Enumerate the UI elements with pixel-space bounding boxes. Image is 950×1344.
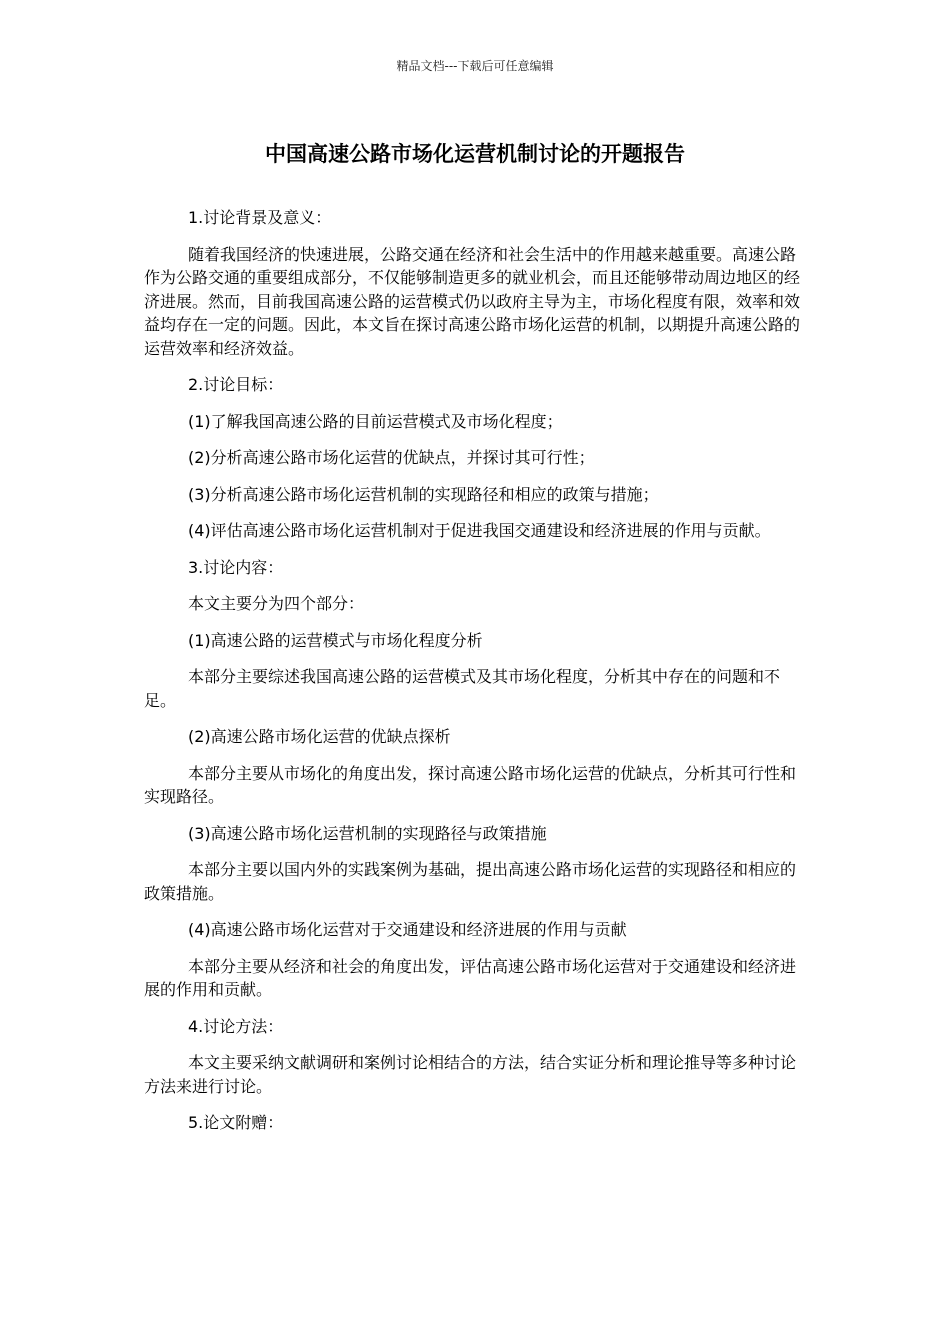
objective-item: (2)分析高速公路市场化运营的优缺点，并探讨其可行性；: [188, 448, 595, 467]
content-part-heading: (4)高速公路市场化运营对于交通建设和经济进展的作用与贡献: [188, 920, 627, 939]
section-heading-methods: 4.讨论方法：: [188, 1016, 284, 1036]
header-note: 精品文档---下载后可任意编辑: [396, 59, 554, 73]
objective-item: (1)了解我国高速公路的目前运营模式及市场化程度；: [188, 411, 563, 431]
content-part-description: 本部分主要从市场化的角度出发，探讨高速公路市场化运营的优缺点，分析其可行性和实现路径。: [144, 763, 797, 806]
content-part-heading: (3)高速公路市场化运营机制的实现路径与政策措施: [188, 823, 547, 843]
content-part-heading: (2)高速公路市场化运营的优缺点探析: [188, 727, 451, 746]
section-heading-content: 3.讨论内容：: [188, 557, 284, 577]
content-part-description: 本部分主要综述我国高速公路的运营模式及其市场化程度，分析其中存在的问题和不足。: [144, 667, 781, 710]
section-heading-appendix: 5.论文附赠：: [188, 1113, 284, 1132]
objective-item: (3)分析高速公路市场化运营机制的实现路径和相应的政策与措施；: [188, 484, 659, 504]
paragraph-methods: 本文主要采纳文献调研和案例讨论相结合的方法，结合实证分析和理论推导等多种讨论方法来进行讨论。: [144, 1053, 797, 1096]
content-part-description: 本部分主要从经济和社会的角度出发，评估高速公路市场化运营对于交通建设和经济进展的作用和贡献。: [144, 956, 797, 999]
content-part-heading: (1)高速公路的运营模式与市场化程度分析: [188, 630, 483, 650]
paragraph-content-intro: 本文主要分为四个部分：: [188, 594, 365, 613]
document-body: [144, 206, 806, 1148]
section-heading-objectives: 2.讨论目标：: [188, 375, 284, 394]
content-part-description: 本部分主要以国内外的实践案例为基础，提出高速公路市场化运营的实现路径和相应的政策措施。: [144, 860, 797, 903]
section-heading-background: 1.讨论背景及意义：: [188, 208, 332, 227]
objective-item: (4)评估高速公路市场化运营机制对于促进我国交通建设和经济进展的作用与贡献。: [188, 521, 771, 540]
document-title: 中国高速公路市场化运营机制讨论的开题报告: [265, 142, 685, 166]
paragraph-background: 随着我国经济的快速进展，公路交通在经济和社会生活中的作用越来越重要。高速公路作为公路交通的重要组成部分，不仅能够制造更多的就业机会，而且还能够带动周边地区的经济进展。然而，目前我国高速公路的运营模式仍以政府主导为主，市场化程度有限，效率和效益均存在一定的问题。因此，本文旨在探讨高速公路市场化运营的机制，以期提升高速公路的运营效率和经济效益。: [144, 244, 801, 358]
